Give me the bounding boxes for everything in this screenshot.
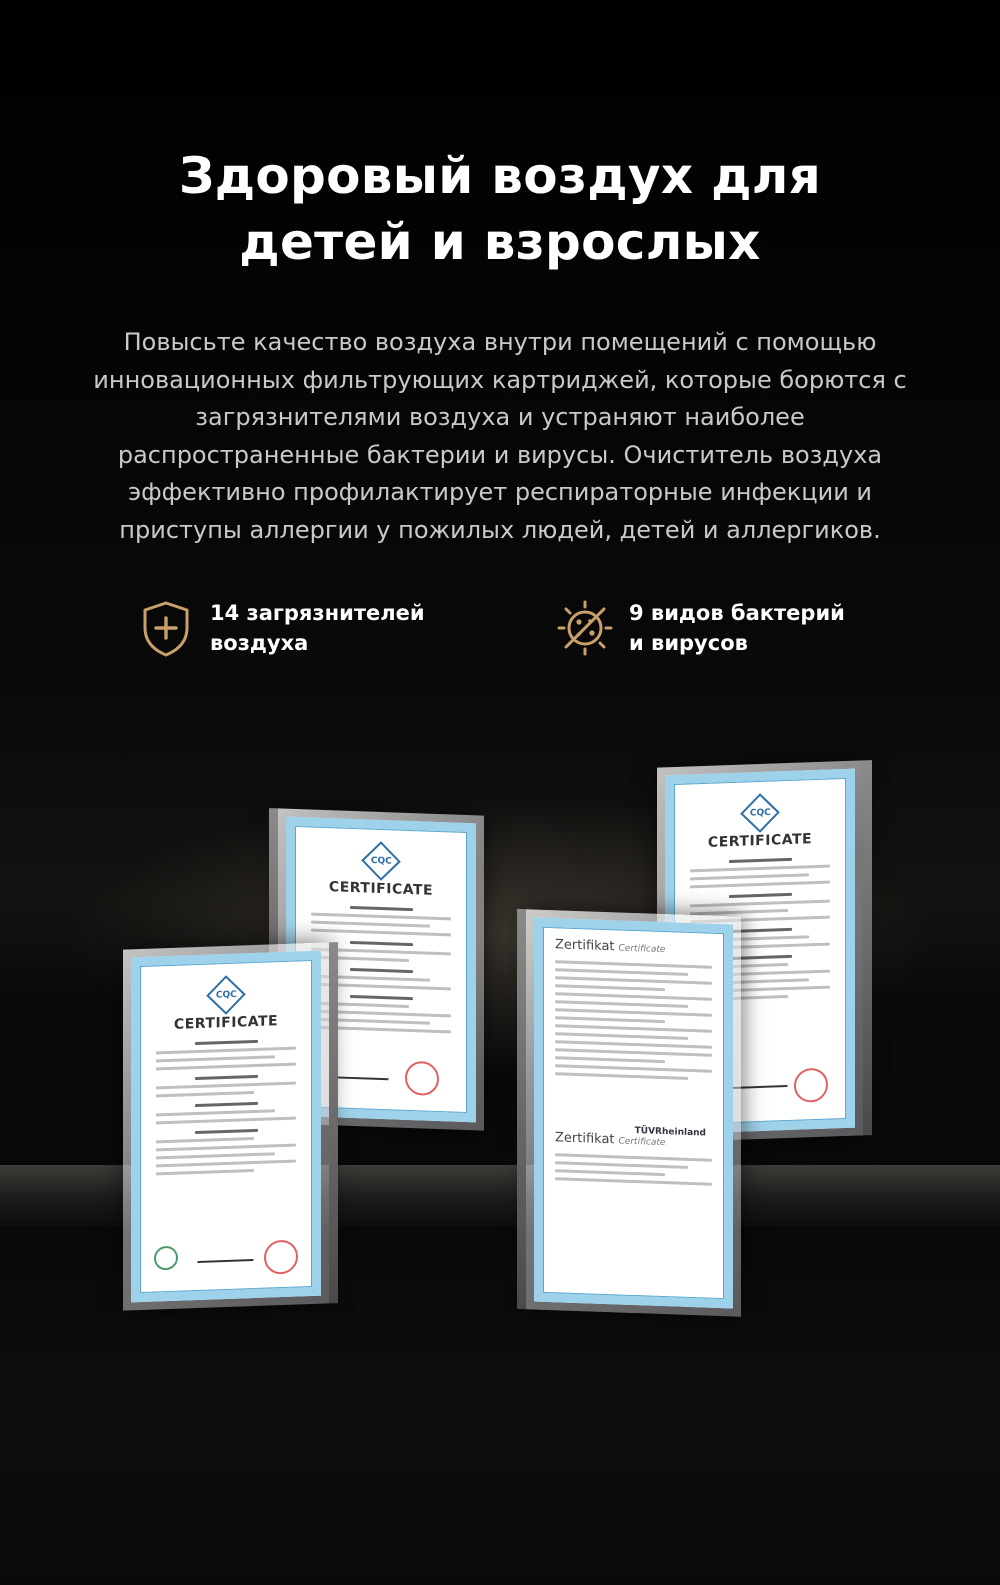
virus-blocked-icon [557,598,613,658]
description-line: Повысьте качество воздуха внутри помещений с помощью [123,328,877,356]
feature-label-line: 9 видов бактерий [629,601,845,625]
cert-logo-icon: CQC [361,841,401,881]
certificate-frame [526,909,741,1317]
accreditation-badge-icon [154,1246,178,1271]
description [40,324,960,549]
zertifikat-subtitle: Certificate [618,943,666,956]
certificate-heading: CERTIFICATE [707,831,813,851]
feature-label-line: 14 загрязнителей [210,601,425,625]
frame-edge [517,909,526,1309]
title-line-2: детей и взрослых [239,213,761,271]
certificate-document [534,918,733,1309]
certificate-frame [123,942,329,1310]
certificate-heading [555,937,712,957]
feature-label [210,598,425,658]
tuv-label: TÜVRheinland [634,1126,706,1139]
description-line: инновационных фильтрующих картриджей, которые борются с [93,365,907,394]
seal-icon [794,1068,828,1103]
cert-logo-icon: CQC [206,975,246,1015]
frame-edge [329,942,338,1303]
description-line: загрязнителями воздуха и устраняют наиболее [195,403,805,431]
feature-pollutants [138,598,425,662]
description-line: распространенные бактерии и вирусы. Очиститель воздуха [117,440,883,469]
feature-label [629,598,845,658]
feature-label-line: воздуха [210,631,309,655]
certificate-document [131,951,321,1303]
feature-bacteria [557,598,845,662]
signature-icon [197,1245,259,1263]
frame-edge [863,760,872,1135]
seal-icon [405,1061,439,1096]
zertifikat-title: Zertifikat [555,937,615,955]
zertifikat-title: Zertifikat [555,1130,615,1148]
page-title [0,143,1000,275]
shield-plus-icon [138,598,194,658]
title-line-1: Здоровый воздух для [178,147,822,205]
seal-icon [264,1239,298,1274]
cert-logo-icon: CQC [740,793,780,833]
signature-icon [332,1062,394,1080]
zertifikat-subtitle: Certificate [618,1136,666,1149]
certificate-heading: CERTIFICATE [328,879,434,899]
description-line: эффективно профилактирует респираторные инфекции и [127,478,873,506]
feature-label-line: и вирусов [629,631,748,655]
description-line: приступы аллергии у пожилых людей, детей и аллергиков. [119,515,881,544]
certificate-heading: CERTIFICATE [173,1013,279,1033]
